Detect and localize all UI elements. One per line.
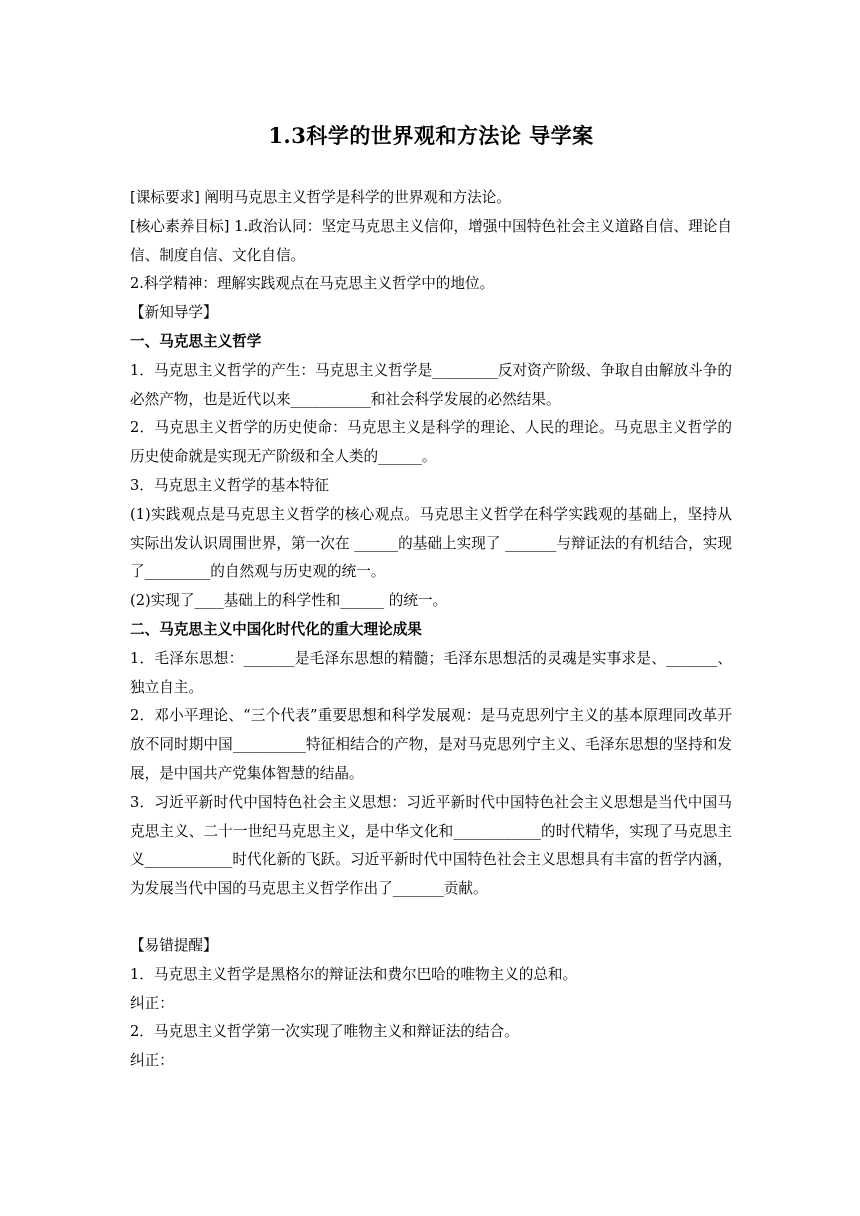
section-1-paragraph-1: 1．马克思主义哲学的产生：马克思主义哲学是_________反对资产阶级、争取自由解放斗争的必然产物，也是近代以来___________和社会科学发展的必然结果。 (130, 361, 732, 408)
literacy-text-2: 2.科学精神：理解实践观点在马克思主义哲学中的地位。 (130, 275, 495, 293)
section-2-heading: 二、马克思主义中国化时代化的重大理论成果 (130, 620, 422, 638)
section-2-paragraph-1: 1．毛泽东思想：_______是毛泽东思想的精髓；毛泽东思想活的灵魂是实事求是、_______、独立自主。 (130, 649, 732, 696)
section-1-paragraph-2: 2．马克思主义哲学的历史使命：马克思主义是科学的理论、人民的理论。马克思主义哲学的历史使命就是实现无产阶级和全人类的______。 (130, 419, 732, 466)
section-1-paragraph-4: (1)实践观点是马克思主义哲学的核心观点。马克思主义哲学在科学实践观的基础上，坚持从实际出发认识周围世界，第一次在 ______的基础上实现了 _______与辩证法的有机结合，实现了_________的自然观与历史观的统一。 (130, 505, 732, 581)
section-1-heading: 一、马克思主义哲学 (130, 332, 262, 350)
error-fix-1: 纠正： (130, 994, 174, 1012)
section-2-paragraph-3: 3．习近平新时代中国特色社会主义思想：习近平新时代中国特色社会主义思想是当代中国马克思主义、二十一世纪马克思主义，是中华文化和____________的时代精华，实现了马克思主义____________时代化新的飞跃。习近平新时代中国特色社会主义思想具有丰富的哲学内涵，为发展当代中国的马克思主义哲学作出了_______贡献。 (130, 793, 732, 898)
curriculum-requirement (130, 184, 732, 213)
section-2-paragraph-2: 2．邓小平理论、“三个代表”重要思想和科学发展观：是马克思列宁主义的基本原理同改革开放不同时期中国__________特征相结合的产物，是对马克思列宁主义、毛泽东思想的坚持和发展，是中国共产党集体智慧的结晶。 (130, 707, 732, 782)
new-knowledge-header: 【新知导学】 (130, 304, 218, 322)
error-item-2: 2．马克思主义哲学第一次实现了唯物主义和辩证法的结合。 (130, 1023, 519, 1041)
section-1-paragraph-5: (2)实现了____基础上的科学性和______ 的统一。 (130, 592, 448, 610)
literacy-text-1: 1.政治认同：坚定马克思主义信仰，增强中国特色社会主义道路自信、理论自信、制度自信、文化自信。 (130, 217, 732, 264)
curriculum-label: [课标要求] (130, 189, 200, 206)
error-fix-2: 纠正： (130, 1052, 174, 1070)
curriculum-text: 阐明马克思主义哲学是科学的世界观和方法论。 (199, 189, 511, 206)
literacy-label: [核心素养目标] (130, 217, 230, 235)
errors-header: 【易错提醒】 (130, 936, 218, 954)
section-1-paragraph-3: 3．马克思主义哲学的基本特征 (130, 476, 330, 494)
error-item-1: 1．马克思主义哲学是黑格尔的辩证法和费尔巴哈的唯物主义的总和。 (130, 965, 578, 983)
literacy-goal (130, 213, 732, 271)
spacer (130, 904, 732, 932)
page-title: 1.3科学的世界观和方法论 导学案 (268, 123, 594, 148)
